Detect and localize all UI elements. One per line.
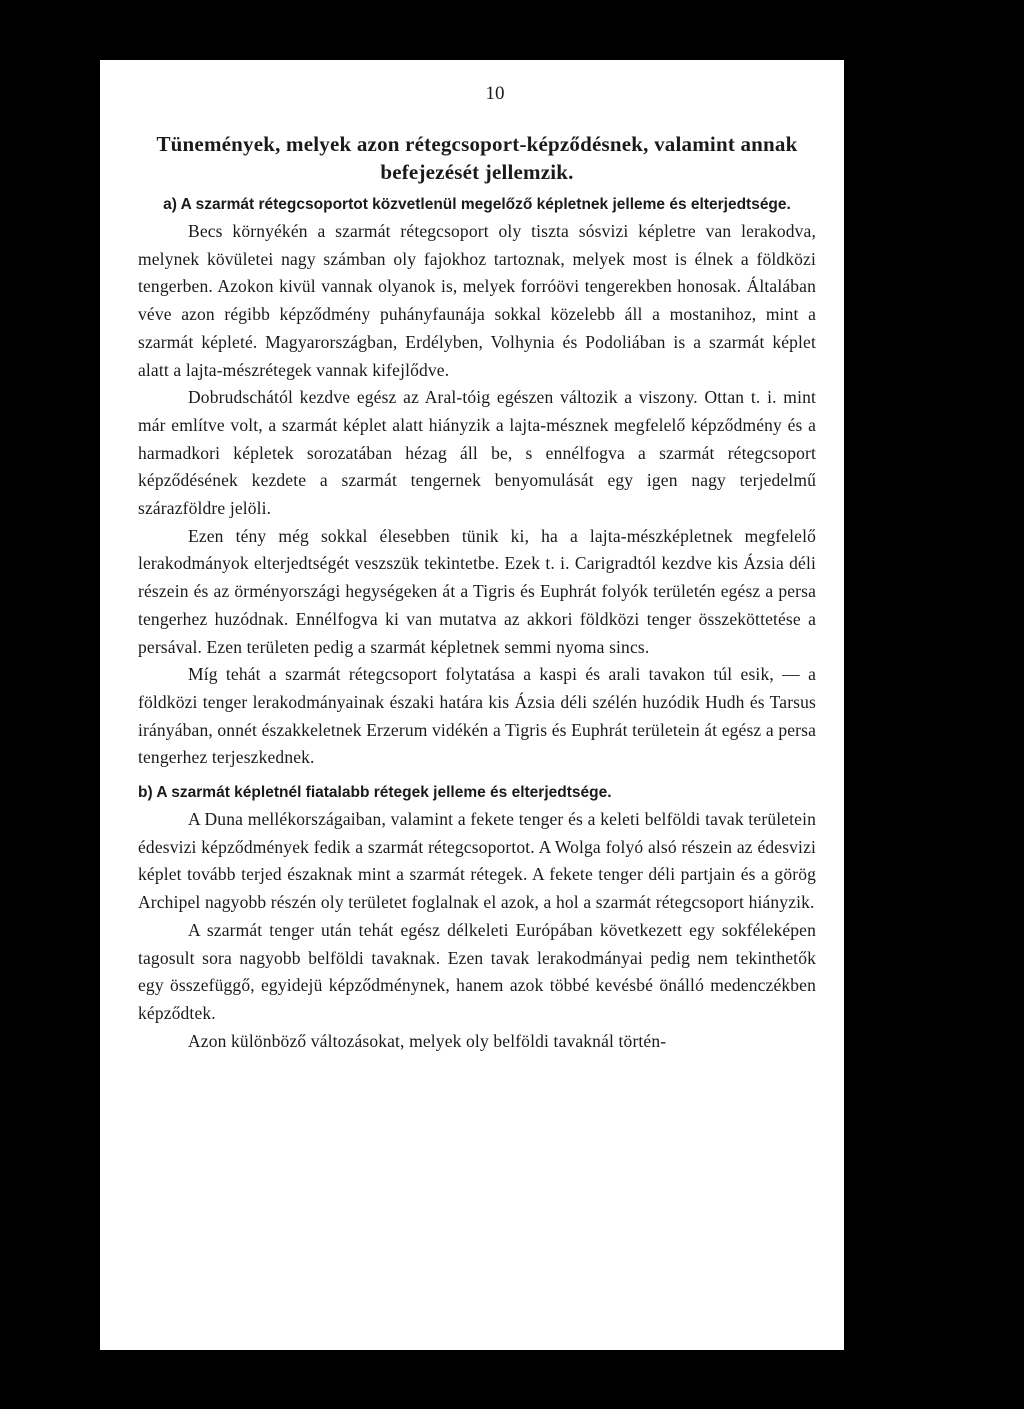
section-b-title: b) A szarmát képletnél fiatalabb rétegek jelleme és elterjedtsége. xyxy=(138,784,612,802)
section-a-paragraph-2: Dobrudschától kezdve egész az Aral-tóig egészen változik a viszony. Ottan t. i. mint már említve volt, a szarmát képlet alatt hiányzik a lajta-mésznek megfelelő képződmény és a harmadkori képletek sorozatában hézag áll be, s ennélfogva a szarmát rétegcsoport képződésének kezdete a szarmát tengernek benyomulását egy igen nagy terjedelmű szárazföldre jelöli. xyxy=(138,387,816,519)
section-a-paragraph-1: Becs környékén a szarmát rétegcsoport oly tiszta sósvizi képletre van lerakodva, melynek kövületei nagy számban oly fajokhoz tartoznak, melyek most is élnek a földközi tengerben. Azokon kivül vannak olyanok is, melyek forróövi tengerekben honosak. Általában véve azon régibb képződmény puhányfaunája sokkal közelebb áll a mostanihoz, mint a szarmát képleté. Magyarországban, Erdélyben, Volhynia és Podoliában is a szarmát képlet alatt a lajta-mészrétegek vannak kifejlődve. xyxy=(138,221,816,380)
document-page xyxy=(100,60,844,1350)
section-a-title: a) A szarmát rétegcsoportot közvetlenül megelőző képletnek jelleme és elterjedtsége. xyxy=(163,196,791,213)
chapter-heading: Tünemények, melyek azon rétegcsoport-képződésnek, valamint annak befejezését jellemzik. xyxy=(156,132,798,184)
section-b-paragraph-3: Azon különböző változásokat, melyek oly belföldi tavaknál történ- xyxy=(188,1030,667,1051)
page-number: 10 xyxy=(485,83,505,104)
section-b-paragraph-1: A Duna mellékországaiban, valamint a fekete tenger és a keleti belföldi tavak területein édesvizi képződmények fedik a szarmát rétegcsoportot. A Wolga folyó alsó részein az édesvizi képlet tovább terjed északnak mint a szarmát rétegek. A fekete tenger déli partjain és a görög Archipel nagyobb részén oly területet foglalnak el azok, a hol a szarmát rétegcsoport hiányzik. xyxy=(138,809,816,913)
page-content xyxy=(138,82,816,1055)
section-b-paragraph-2: A szarmát tenger után tehát egész délkeleti Európában következett egy sokféleképen tagosult sora nagyobb belföldi tavaknak. Ezen tavak lerakodmányai pedig nem tekinthetők egy összefüggő, egyidejü képződménynek, hanem azok többé kevésbé önálló medenczékben képződtek. xyxy=(138,919,816,1023)
section-a-paragraph-3: Ezen tény még sokkal élesebben tünik ki, ha a lajta-mészképletnek megfelelő lerakodmányok elterjedtségét veszszük tekintetbe. Ezek t. i. Carigradtól kezdve kis Ázsia déli részein és az örményországi hegységeken át a Tigris és Euphrát folyók területén egész a persa tengerhez huzódnak. Ennélfogva ki van mutatva az akkori földközi tenger összeköttetése a persával. Ezen területen pedig a szarmát képletnek semmi nyoma sincs. xyxy=(138,525,816,657)
section-a-paragraph-4: Míg tehát a szarmát rétegcsoport folytatása a kaspi és arali tavakon túl esik, — a földközi tenger lerakodmányainak északi határa kis Ázsia déli szélén huzódik Hudh és Tarsus irányában, onnét északkeletnek Erzerum vidékén a Tigris és Euphrát területein át egész a persa tengerhez terjeszkednek. xyxy=(138,664,816,768)
